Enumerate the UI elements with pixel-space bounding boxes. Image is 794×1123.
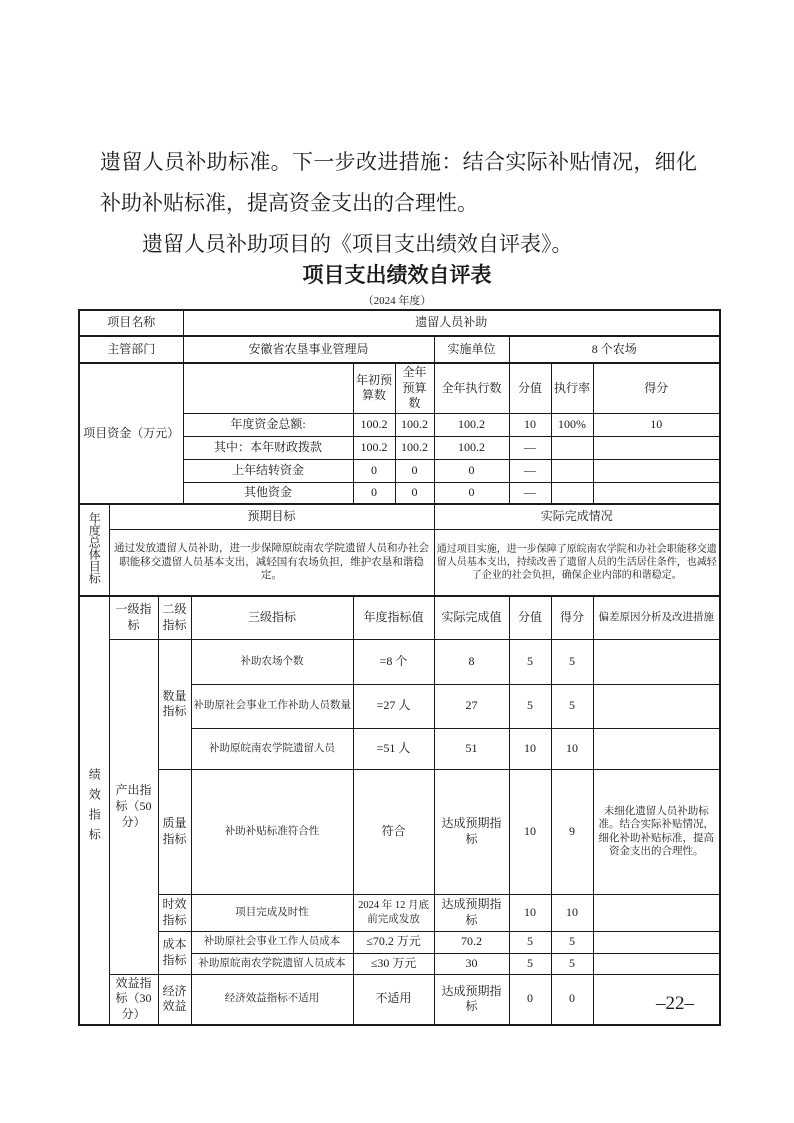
- level2-economic: 经济效益: [158, 974, 191, 1024]
- indicator-weight: 5: [509, 953, 551, 974]
- indicator-actual: 70.2: [434, 931, 509, 953]
- level2-quality: 质量指标: [158, 769, 191, 894]
- indicator-actual: 51: [434, 728, 509, 769]
- indicator-name: 补助农场个数: [191, 639, 353, 684]
- indicator-score: 10: [551, 894, 593, 931]
- funds-annual: 0: [395, 459, 434, 482]
- page-number: –22–: [656, 993, 694, 1014]
- indicator-target: 2024 年 12 月底前完成发放: [353, 894, 434, 931]
- indicator-name: 补助原皖南农学院遗留人员成本: [191, 953, 353, 974]
- indicator-target: ≤30 万元: [353, 953, 434, 974]
- body-text-block: [100, 142, 697, 265]
- funds-row-name: 年度资金总额:: [183, 413, 353, 436]
- funds-header-exec-rate: 执行率: [551, 363, 593, 413]
- funds-annual: 100.2: [395, 413, 434, 436]
- form-title: 项目支出绩效自评表: [302, 264, 492, 287]
- header-score: 得分: [551, 596, 593, 639]
- indicator-target: ≤70.2 万元: [353, 931, 434, 953]
- dept-value: 安徽省农垦事业管理局: [183, 336, 434, 363]
- paragraph: 遗留人员补助标准。下一步改进措施：结合实际补贴情况，细化补助补贴标准，提高资金支出的合理性。: [100, 150, 697, 215]
- indicator-name: 补助原社会事业工作人员成本: [191, 931, 353, 953]
- indicator-actual: 27: [434, 684, 509, 728]
- funds-exec-rate: 100%: [551, 413, 593, 436]
- indicator-name: 补助补贴标准符合性: [191, 769, 353, 894]
- funds-executed: 100.2: [434, 436, 509, 459]
- indicator-deviation: [593, 684, 720, 728]
- funds-label: 项目资金（万元）: [79, 363, 183, 504]
- funds-executed: 0: [434, 459, 509, 482]
- indicator-row: [79, 769, 720, 894]
- funds-weight: —: [509, 459, 551, 482]
- level1-benefit: 效益指标（30 分）: [109, 974, 158, 1024]
- indicator-row: [79, 931, 720, 953]
- indicator-row: [79, 894, 720, 931]
- indicator-target: =51 人: [353, 728, 434, 769]
- indicator-name: 补助原皖南农学院遗留人员: [191, 728, 353, 769]
- funds-header-weight: 分值: [509, 363, 551, 413]
- indicator-target: =27 人: [353, 684, 434, 728]
- funds-row-name: 其他资金: [183, 482, 353, 504]
- indicator-score: 5: [551, 931, 593, 953]
- header-deviation: 偏差原因分析及改进措施: [593, 596, 720, 639]
- actual-goal-header: 实际完成情况: [434, 504, 720, 529]
- empty-cell: [183, 363, 353, 413]
- funds-annual: 0: [395, 482, 434, 504]
- indicator-target: =8 个: [353, 639, 434, 684]
- funds-initial: 0: [353, 482, 395, 504]
- indicator-deviation: [593, 728, 720, 769]
- funds-exec-rate: [551, 482, 593, 504]
- funds-weight: —: [509, 436, 551, 459]
- funds-initial: 100.2: [353, 413, 395, 436]
- indicator-deviation: [593, 953, 720, 974]
- funds-header-initial: 年初预算数: [353, 363, 395, 413]
- indicator-weight: 5: [509, 931, 551, 953]
- impl-value: 8 个农场: [509, 336, 720, 363]
- indicator-score: 9: [551, 769, 593, 894]
- funds-initial: 0: [353, 459, 395, 482]
- header-level2: 二级指标: [158, 596, 191, 639]
- row-goal-text: [79, 529, 720, 596]
- indicator-name: 经济效益指标不适用: [191, 974, 353, 1024]
- row-project-name: [79, 310, 720, 336]
- indicator-target: 不适用: [353, 974, 434, 1024]
- funds-weight: 10: [509, 413, 551, 436]
- self-evaluation-table: [78, 309, 721, 1026]
- project-name-label: 项目名称: [79, 310, 183, 336]
- funds-executed: 100.2: [434, 413, 509, 436]
- funds-exec-rate: [551, 436, 593, 459]
- project-name-value: 遗留人员补助: [183, 310, 720, 336]
- funds-score: [593, 459, 720, 482]
- level2-quantity: 数量指标: [158, 639, 191, 769]
- expected-goal-header: 预期目标: [109, 504, 434, 529]
- funds-header-annual: 全年预算数: [395, 363, 434, 413]
- funds-row-name: 其中：本年财政拨款: [183, 436, 353, 459]
- indicator-weight: 0: [509, 974, 551, 1024]
- funds-score: 10: [593, 413, 720, 436]
- indicator-deviation: [593, 931, 720, 953]
- indicator-row: [79, 974, 720, 1024]
- indicator-weight: 5: [509, 639, 551, 684]
- form-subtitle: （2024 年度）: [362, 295, 432, 307]
- actual-goal-text: 通过项目实施，进一步保障了原皖南农学院和办社会职能移交遗留人员基本支出，持续改善了遗留人员的生活居住条件，也减轻了企业的社会负担，确保企业内部的和谐稳定。: [434, 529, 720, 596]
- indicator-actual: 达成预期指标: [434, 769, 509, 894]
- header-level3: 三级指标: [191, 596, 353, 639]
- funds-exec-rate: [551, 459, 593, 482]
- performance-label: [79, 596, 109, 1024]
- indicator-weight: 10: [509, 769, 551, 894]
- indicator-deviation: 未细化遗留人员补助标准。结合实际补贴情况，细化补助补贴标准，提高资金支出的合理性。: [593, 769, 720, 894]
- indicator-score: 10: [551, 728, 593, 769]
- indicator-score: 0: [551, 974, 593, 1024]
- funds-executed: 0: [434, 482, 509, 504]
- level2-time: 时效指标: [158, 894, 191, 931]
- row-funds-header: [79, 363, 720, 413]
- row-indicator-header: [79, 596, 720, 639]
- funds-weight: —: [509, 482, 551, 504]
- indicator-name: 补助原社会事业工作补助人员数量: [191, 684, 353, 728]
- impl-label: 实施单位: [434, 336, 509, 363]
- row-department: [79, 336, 720, 363]
- header-actual: 实际完成值: [434, 596, 509, 639]
- annual-goal-label-text: 年度总体目标: [87, 511, 102, 584]
- row-goal-header: [79, 504, 720, 529]
- indicator-weight: 10: [509, 894, 551, 931]
- indicator-score: 5: [551, 953, 593, 974]
- funds-score: [593, 482, 720, 504]
- dept-label: 主管部门: [79, 336, 183, 363]
- indicator-actual: 30: [434, 953, 509, 974]
- expected-goal-text: 通过发放遗留人员补助，进一步保障原皖南农学院遗留人员和办社会职能移交遗留人员基本支出，减轻国有农场负担，维护农垦和谐稳定。: [109, 529, 434, 596]
- header-weight: 分值: [509, 596, 551, 639]
- performance-label-text: 绩效指标: [87, 768, 102, 849]
- paragraph: 遗留人员补助项目的《项目支出绩效自评表》。: [142, 232, 573, 256]
- indicator-weight: 5: [509, 684, 551, 728]
- funds-header-score: 得分: [593, 363, 720, 413]
- indicator-actual: 达成预期指标: [434, 894, 509, 931]
- funds-annual: 100.2: [395, 436, 434, 459]
- funds-initial: 100.2: [353, 436, 395, 459]
- indicator-deviation: [593, 639, 720, 684]
- indicator-name: 项目完成及时性: [191, 894, 353, 931]
- level1-output: 产出指标（50 分）: [109, 639, 158, 974]
- indicator-weight: 10: [509, 728, 551, 769]
- header-level1: 一级指标: [109, 596, 158, 639]
- indicator-actual: 8: [434, 639, 509, 684]
- indicator-target: 符合: [353, 769, 434, 894]
- indicator-row: [79, 639, 720, 684]
- indicator-score: 5: [551, 639, 593, 684]
- indicator-deviation: [593, 894, 720, 931]
- funds-row-name: 上年结转资金: [183, 459, 353, 482]
- level2-cost: 成本指标: [158, 931, 191, 974]
- annual-goal-label: [79, 504, 109, 596]
- funds-score: [593, 436, 720, 459]
- indicator-score: 5: [551, 684, 593, 728]
- header-target: 年度指标值: [353, 596, 434, 639]
- funds-header-executed: 全年执行数: [434, 363, 509, 413]
- indicator-actual: 达成预期指标: [434, 974, 509, 1024]
